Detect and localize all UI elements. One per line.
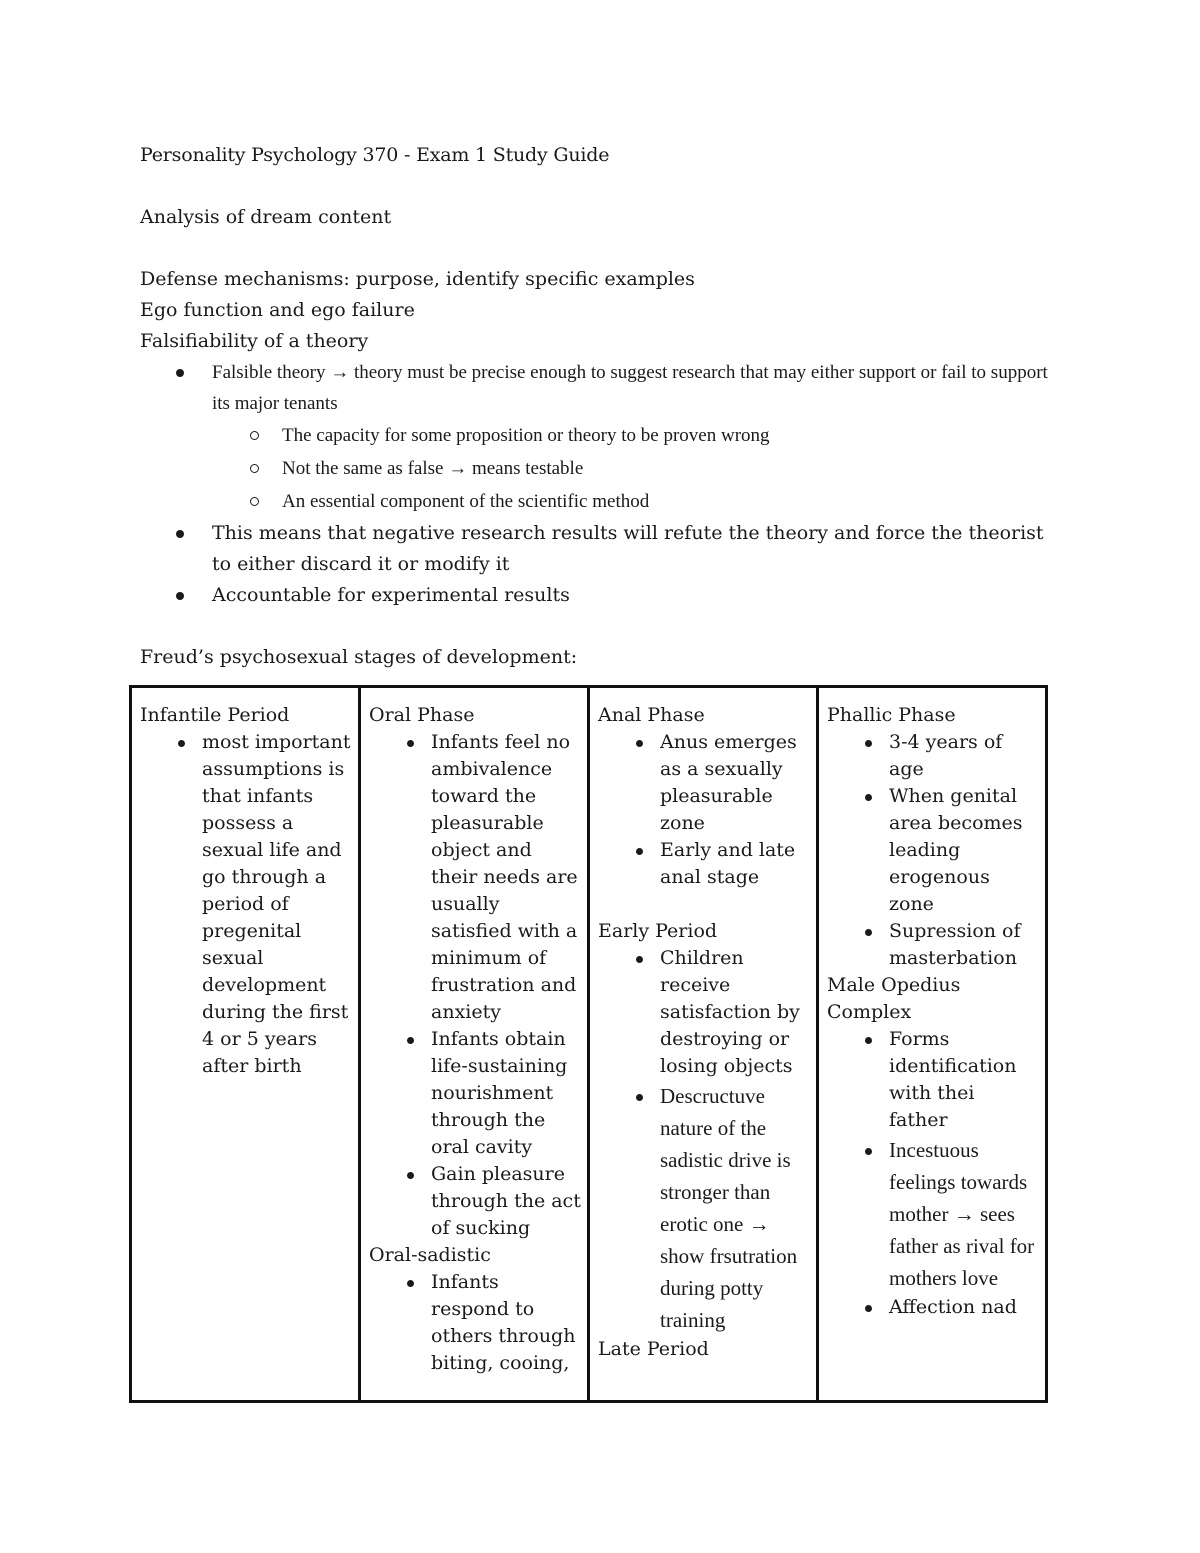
list-item: Descructuve nature of the sadistic drive is stronger than erotic one → show frsutration during potty training — [598, 1080, 810, 1336]
falsifiability-list — [140, 357, 1060, 611]
list-item: An essential component of the scientific method — [140, 485, 1060, 518]
phallic-phase-heading: Phallic Phase — [827, 704, 956, 726]
list-item: Gain pleasure through the act of sucking — [369, 1161, 581, 1242]
topic-ego-function: Ego function and ego failure — [140, 299, 415, 321]
list-item: Accountable for experimental results — [140, 580, 1060, 611]
list-item: Affection nad — [827, 1294, 1039, 1321]
topic-dream-analysis: Analysis of dream content — [140, 206, 392, 228]
list-item: Early and late anal stage — [598, 837, 810, 891]
oedipus-list — [827, 1026, 1039, 1321]
falsifiability-sublist — [140, 419, 1060, 518]
falsible-theory-text: Falsible theory → theory must be precise enough to suggest research that may either support or fail to support its major tenants — [212, 362, 1048, 414]
list-item: Forms identification with thei father — [827, 1026, 1039, 1134]
spacer — [140, 171, 1060, 202]
list-item: Infants obtain life-sustaining nourishment through the oral cavity — [369, 1026, 581, 1161]
table-row — [131, 687, 1047, 1402]
anal-phase-heading: Anal Phase — [598, 704, 705, 726]
stages-heading: Freud’s psychosexual stages of development: — [140, 646, 578, 668]
topic-defense-mechanisms: Defense mechanisms: purpose, identify specific examples — [140, 268, 695, 290]
page-title: Personality Psychology 370 - Exam 1 Study Guide — [140, 144, 610, 166]
list-item: This means that negative research results will refute the theory and force the theorist to either discard it or modify it — [140, 518, 1060, 580]
list-item: 3-4 years of age — [827, 729, 1039, 783]
topic-falsifiability: Falsifiability of a theory — [140, 330, 369, 352]
list-item: most important assumptions is that infants possess a sexual life and go through a period of pregenital sexual development during the first 4 or 5 years after birth — [140, 729, 352, 1080]
list-item: Supression of masterbation — [827, 918, 1039, 972]
oedipus-complex-heading: Male Opedius Complex — [827, 974, 961, 1023]
list-item — [140, 357, 1060, 518]
oral-phase-cell — [360, 687, 589, 1402]
infantile-period-cell — [131, 687, 360, 1402]
list-item: Infants respond to others through biting, cooing, — [369, 1269, 581, 1377]
list-item: Not the same as false → means testable — [140, 452, 1060, 485]
list-item: Infants feel no ambivalence toward the pleasurable object and their needs are usually satisfied with a minimum of frustration and anxiety — [369, 729, 581, 1026]
anal-list — [598, 729, 810, 891]
late-period-heading: Late Period — [598, 1338, 709, 1360]
early-period-heading: Early Period — [598, 920, 718, 942]
phallic-list — [827, 729, 1039, 972]
anal-phase-cell — [589, 687, 818, 1402]
list-item: Anus emerges as a sexually pleasurable zone — [598, 729, 810, 837]
infantile-list — [140, 729, 352, 1080]
psychosexual-stages-table — [129, 685, 1048, 1403]
list-item: Children receive satisfaction by destroying or losing objects — [598, 945, 810, 1080]
phallic-phase-cell — [818, 687, 1047, 1402]
list-item: Incestuous feelings towards mother → sees father as rival for mothers love — [827, 1134, 1039, 1294]
document-body — [140, 140, 1060, 673]
list-item: When genital area becomes leading erogenous zone — [827, 783, 1039, 918]
oral-phase-heading: Oral Phase — [369, 704, 475, 726]
oral-list — [369, 729, 581, 1242]
infantile-period-heading: Infantile Period — [140, 704, 290, 726]
early-period-list — [598, 945, 810, 1336]
spacer — [140, 233, 1060, 264]
oral-sadistic-heading: Oral-sadistic — [369, 1244, 491, 1266]
list-item: The capacity for some proposition or theory to be proven wrong — [140, 419, 1060, 452]
oral-sadistic-list — [369, 1269, 581, 1377]
